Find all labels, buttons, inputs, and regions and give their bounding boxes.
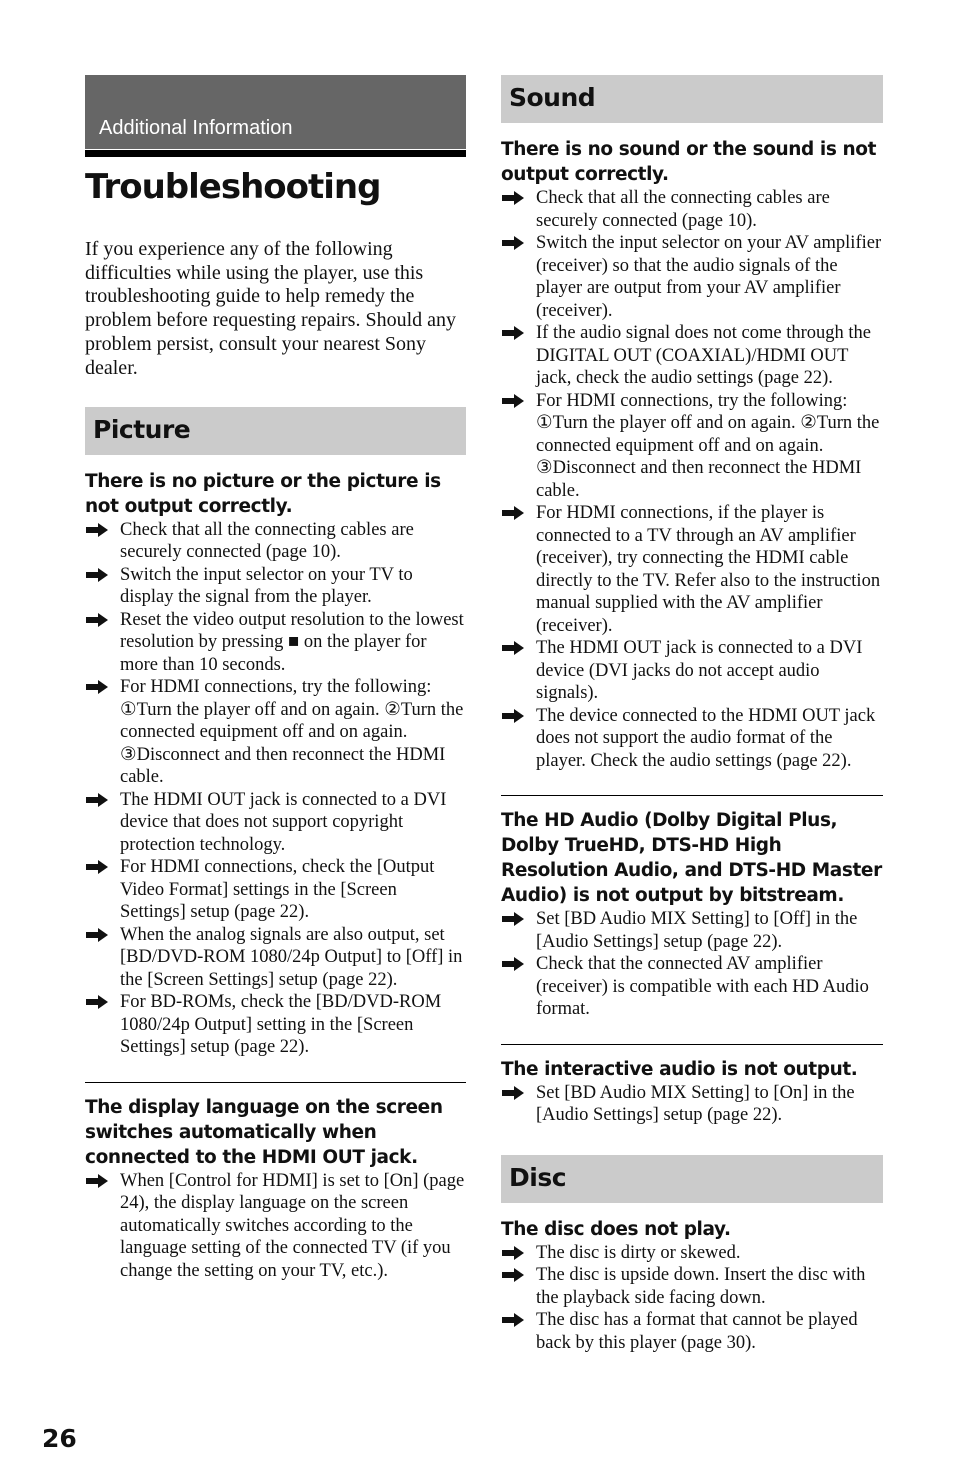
left-column [85,75,466,1282]
page-title: Troubleshooting [85,167,381,207]
right-arrow-icon [501,1245,525,1261]
section-heading-label: Picture [93,414,191,444]
chapter-rule [85,150,466,157]
remedy-list [85,519,466,1059]
list-item: The device connected to the HDMI OUT jack does not support the audio format of the player. Check the audio settings (page 22). [501,705,883,773]
remedy-list [501,187,883,772]
question-block-picture-2 [85,1082,466,1283]
right-arrow-icon [501,1085,525,1101]
list-item: For HDMI connections, if the player is connected to a TV through an AV amplifier (receiver), try connecting the HDMI cable directly to the TV. Refer also to the instruction manual supplied with the AV amplifier (receiver). [501,502,883,637]
right-arrow-icon [501,505,525,521]
section-heading-sound [501,75,883,123]
list-item: The disc is upside down. Insert the disc with the playback side facing down. [501,1264,883,1309]
right-arrow-icon [501,235,525,251]
right-arrow-icon [85,859,109,875]
question-heading: The disc does not play. [501,1218,731,1240]
section-heading-picture [85,407,466,455]
right-arrow-icon [85,522,109,538]
question-heading: The HD Audio (Dolby Digital Plus, Dolby TrueHD, DTS-HD High Resolution Audio, and DTS-HD Master Audio) is not output by bitstream. [501,810,882,906]
right-arrow-icon [501,640,525,656]
right-arrow-icon [501,708,525,724]
list-item: The disc is dirty or skewed. [501,1242,883,1265]
right-arrow-icon [85,994,109,1010]
right-arrow-icon [85,567,109,583]
remedy-list [85,1170,466,1283]
question-heading: There is no picture or the picture is not output correctly. [85,470,441,517]
right-arrow-icon [501,911,525,927]
list-item: For BD-ROMs, check the [BD/DVD-ROM 1080/24p Output] setting in the [Screen Settings] setup (page 22). [85,991,466,1059]
question-block-picture-1 [85,469,466,1059]
right-arrow-icon [501,1267,525,1283]
right-arrow-icon [501,1312,525,1328]
right-column [501,75,883,1354]
remedy-list [501,908,883,1021]
list-item: When the analog signals are also output, set [BD/DVD-ROM 1080/24p Output] to [Off] in the [Screen Settings] setup (page 22). [85,924,466,992]
list-item: Set [BD Audio MIX Setting] to [On] in the [Audio Settings] setup (page 22). [501,1082,883,1127]
list-item: When [Control for HDMI] is set to [On] (page 24), the display language on the screen automatically switches according to the language setting of the connected TV (if you change the setting on your TV, etc.). [85,1170,466,1283]
list-item: For HDMI connections, check the [Output Video Format] settings in the [Screen Settings] setup (page 22). [85,856,466,924]
section-heading-label: Disc [509,1162,567,1192]
remedy-list [501,1082,883,1127]
list-item: Switch the input selector on your AV amplifier (receiver) so that the audio signals of the player are output from your AV amplifier (receiver). [501,232,883,322]
list-item: Switch the input selector on your TV to display the signal from the player. [85,564,466,609]
question-block-sound-2 [501,795,883,1021]
remedy-list [501,1242,883,1355]
list-item: If the audio signal does not come through the DIGITAL OUT (COAXIAL)/HDMI OUT jack, check the audio settings (page 22). [501,322,883,390]
right-arrow-icon [501,956,525,972]
list-item: The disc has a format that cannot be played back by this player (page 30). [501,1309,883,1354]
list-item: The HDMI OUT jack is connected to a DVI device that does not support copyright protection technology. [85,789,466,857]
right-arrow-icon [501,325,525,341]
intro-paragraph: If you experience any of the following difficulties while using the player, use this troubleshooting guide to help remedy the problem before requesting repairs. Should any problem persist, consult your nearest Sony dealer. [85,237,457,379]
question-heading: The interactive audio is not output. [501,1058,858,1080]
question-heading: The display language on the screen switches automatically when connected to the HDMI OUT jack. [85,1096,443,1168]
list-item: Reset the video output resolution to the lowest resolution by pressing ■ on the player for more than 10 seconds. [85,609,466,677]
question-heading: There is no sound or the sound is not output correctly. [501,139,877,185]
page-number: 26 [42,1424,77,1453]
question-block-sound-1 [501,137,883,772]
right-arrow-icon [501,393,525,409]
right-arrow-icon [501,190,525,206]
list-item: Check that all the connecting cables are securely connected (page 10). [501,187,883,232]
list-item: Check that all the connecting cables are securely connected (page 10). [85,519,466,564]
list-item: Check that the connected AV amplifier (receiver) is compatible with each HD Audio format. [501,953,883,1021]
list-item: The HDMI OUT jack is connected to a DVI device (DVI jacks do not accept audio signals). [501,637,883,705]
right-arrow-icon [85,612,109,628]
list-item: Set [BD Audio MIX Setting] to [Off] in the [Audio Settings] setup (page 22). [501,908,883,953]
question-block-disc-1 [501,1217,883,1355]
list-item: For HDMI connections, try the following: ①Turn the player off and on again. ②Turn the connected equipment off and on again. ③Disconnect and then reconnect the HDMI cable. [501,390,883,503]
right-arrow-icon [85,1173,109,1189]
section-heading-disc [501,1155,883,1203]
list-item: For HDMI connections, try the following: ①Turn the player off and on again. ②Turn the connected equipment off and on again. ③Disconnect and then reconnect the HDMI cable. [85,676,466,789]
right-arrow-icon [85,927,109,943]
chapter-label: Additional Information [99,117,293,139]
right-arrow-icon [85,792,109,808]
section-heading-label: Sound [509,83,596,112]
chapter-banner [85,75,466,149]
question-block-sound-3 [501,1044,883,1127]
right-arrow-icon [85,679,109,695]
